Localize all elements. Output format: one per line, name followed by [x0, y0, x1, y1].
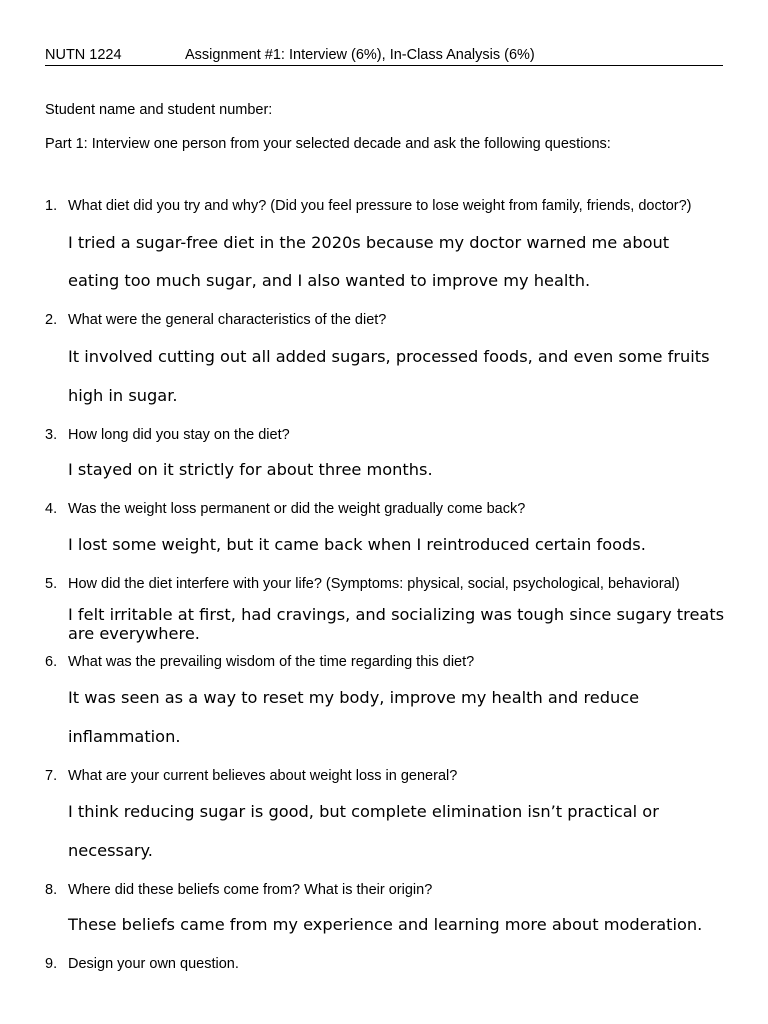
question-text: What were the general characteristics of the diet?: [68, 312, 387, 328]
question-number: 4.: [45, 501, 58, 517]
question-number: 8.: [45, 882, 58, 898]
question-number: 2.: [45, 312, 58, 328]
answer-line: I lost some weight, but it came back when I reintroduced certain foods.: [68, 535, 646, 554]
question-text: How did the diet interfere with your life? (Symptoms: physical, social, psychological, behavioral): [68, 576, 680, 592]
question-text: What diet did you try and why? (Did you feel pressure to lose weight from family, friends, doctor?): [68, 198, 692, 214]
question-number: 6.: [45, 654, 58, 670]
question-text: What was the prevailing wisdom of the time regarding this diet?: [68, 654, 475, 670]
question-text: What are your current believes about weight loss in general?: [68, 768, 458, 784]
question-number: 7.: [45, 768, 58, 784]
question-number: 9.: [45, 956, 58, 972]
answer-line: I tried a sugar-free diet in the 2020s because my doctor warned me about: [68, 233, 670, 252]
course-code: NUTN 1224: [45, 47, 122, 63]
question-text: Where did these beliefs come from? What is their origin?: [68, 882, 433, 898]
answer-line: high in sugar.: [68, 386, 178, 405]
answer-line: I stayed on it strictly for about three months.: [68, 460, 433, 479]
answer-line: inflammation.: [68, 727, 181, 746]
question-number: 1.: [45, 198, 58, 214]
student-name-line: Student name and student number:: [45, 102, 273, 118]
question-text: Design your own question.: [68, 956, 239, 972]
answer-line: eating too much sugar, and I also wanted to improve my health.: [68, 271, 591, 290]
part1-intro: Part 1: Interview one person from your selected decade and ask the following questions:: [45, 136, 611, 152]
question-number: 5.: [45, 576, 58, 592]
document-header: [45, 47, 723, 66]
answer-line: necessary.: [68, 841, 153, 860]
assignment-title: Assignment #1: Interview (6%), In-Class Analysis (6%): [185, 47, 535, 63]
answer-line: I felt irritable at first, had cravings, and socializing was tough since sugary treats are everywhere.: [68, 605, 725, 643]
answer-line: It involved cutting out all added sugars, processed foods, and even some fruits: [68, 347, 710, 366]
answer-line: These beliefs came from my experience and learning more about moderation.: [68, 915, 703, 934]
question-text: How long did you stay on the diet?: [68, 427, 290, 443]
question-number: 3.: [45, 427, 58, 443]
question-text: Was the weight loss permanent or did the weight gradually come back?: [68, 501, 526, 517]
answer-line: It was seen as a way to reset my body, improve my health and reduce: [68, 688, 640, 707]
answer-line: I think reducing sugar is good, but complete elimination isn’t practical or: [68, 802, 659, 821]
